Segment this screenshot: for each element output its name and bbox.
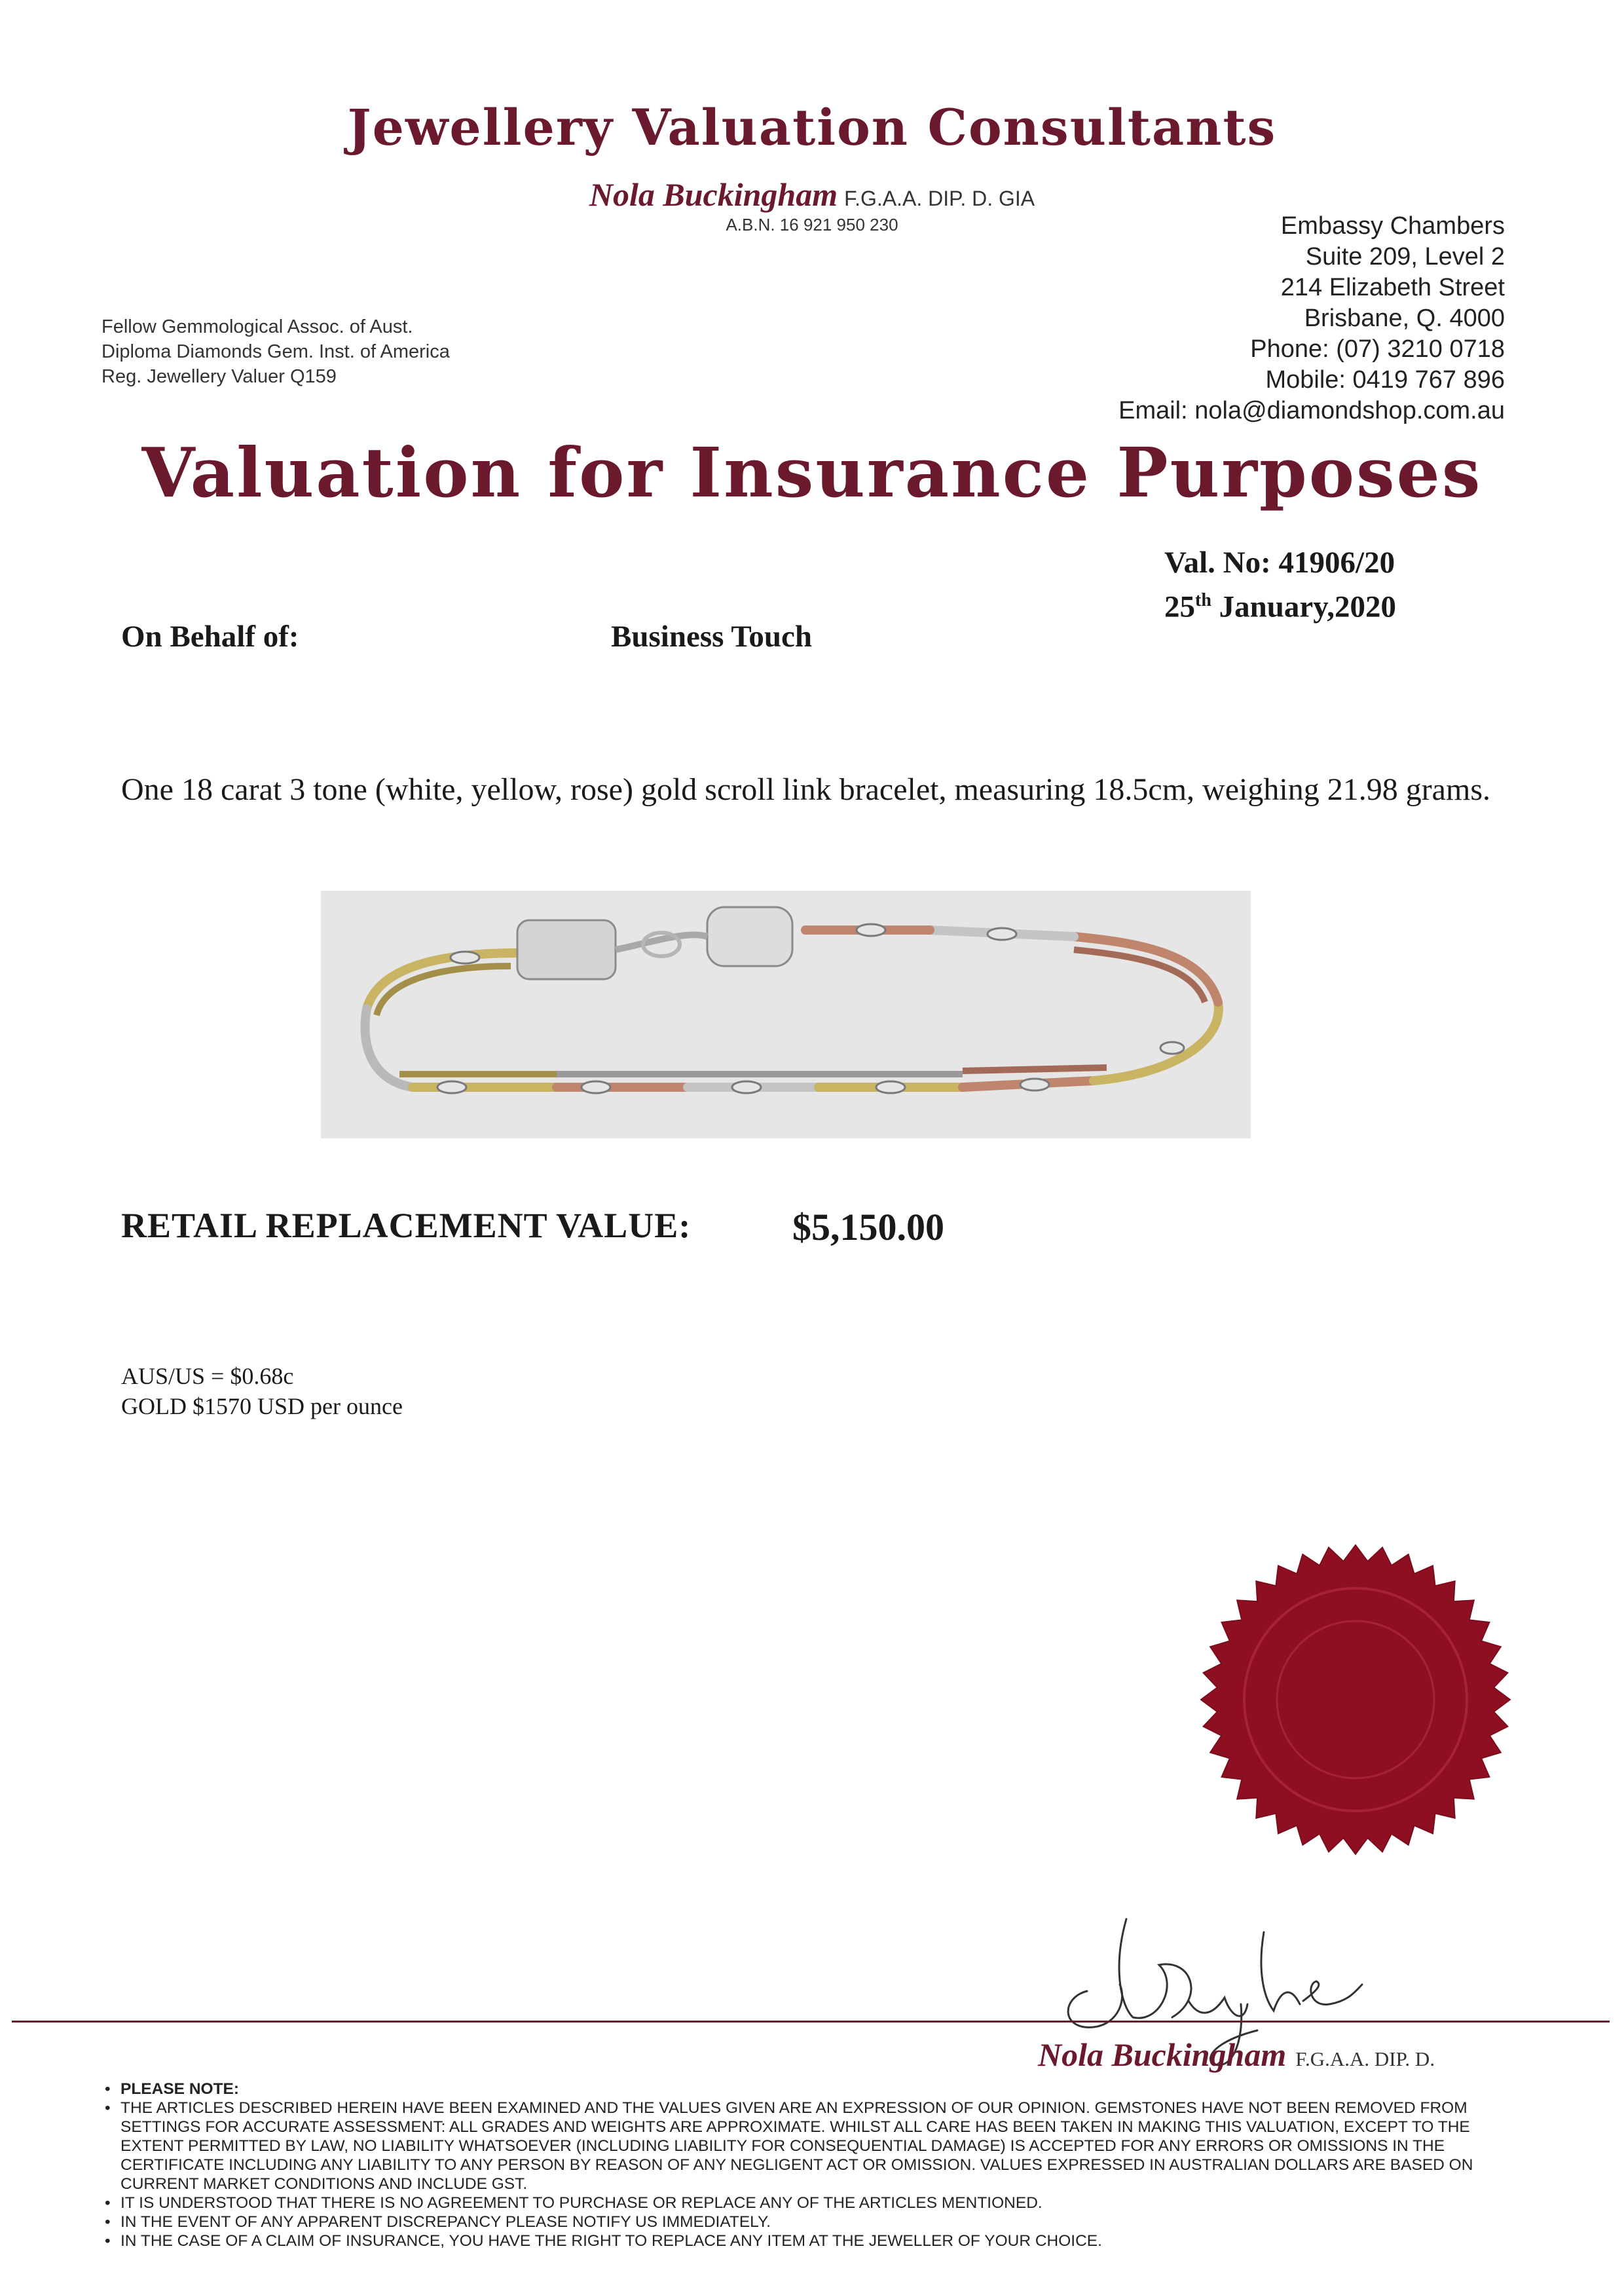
- bracelet-illustration: [321, 891, 1251, 1138]
- note-item: • IN THE EVENT OF ANY APPARENT DISCREPANCY PLEASE NOTIFY US IMMEDIATELY.: [105, 2213, 771, 2231]
- abn-number: A.B.N. 16 921 950 230: [726, 215, 898, 234]
- email-line: Email: nola@diamondshop.com.au: [1118, 397, 1505, 424]
- red-seal-icon: [1198, 1542, 1513, 1857]
- date-day: 25: [1164, 589, 1195, 624]
- mobile-line: Mobile: 0419 767 896: [1265, 366, 1505, 394]
- exchange-rate: AUS/US = $0.68c: [121, 1363, 294, 1389]
- address-line: Suite 209, Level 2: [1305, 243, 1505, 271]
- signatory-credentials: F.G.A.A. DIP. D.: [1295, 2047, 1435, 2070]
- clasp: [517, 907, 792, 979]
- signatory: [1038, 2036, 1435, 2074]
- note-item: • IT IS UNDERSTOOD THAT THERE IS NO AGREEMENT TO PURCHASE OR REPLACE ANY OF THE ARTICLES MENTIONED.: [105, 2194, 1043, 2212]
- retail-replacement-value: $5,150.00: [792, 1206, 944, 1248]
- gold-price: GOLD $1570 USD per ounce: [121, 1393, 403, 1419]
- phone-line: Phone: (07) 3210 0718: [1250, 335, 1505, 363]
- valuation-date: [1164, 582, 1396, 626]
- valuation-number: Val. No: 41906/20: [1164, 546, 1395, 580]
- qualifications-block: [101, 314, 450, 389]
- note-item: • IN THE CASE OF A CLAIM OF INSURANCE, YOU HAVE THE RIGHT TO REPLACE ANY ITEM AT THE JEWELLER OF YOUR CHOICE.: [105, 2232, 1102, 2250]
- qualification-line: Reg. Jewellery Valuer Q159: [101, 366, 337, 387]
- qualification-line: Fellow Gemmological Assoc. of Aust.: [101, 316, 413, 337]
- date-month-year: January,2020: [1211, 589, 1396, 624]
- note-text: IN THE EVENT OF ANY APPARENT DISCREPANCY PLEASE NOTIFY US IMMEDIATELY.: [120, 2213, 771, 2231]
- on-behalf-label: On Behalf of:: [121, 620, 299, 654]
- valuer-name: Nola Buckingham: [589, 176, 838, 213]
- client-name: Business Touch: [611, 620, 812, 654]
- valuer-credentials: F.G.A.A. DIP. D. GIA: [844, 187, 1035, 210]
- date-suffix: th: [1195, 590, 1211, 610]
- qualification-line: Diploma Diamonds Gem. Inst. of America: [101, 341, 450, 362]
- valuation-reference: [1164, 544, 1396, 626]
- signatory-name: Nola Buckingham: [1038, 2036, 1287, 2073]
- address-line: Embassy Chambers: [1280, 212, 1505, 240]
- signature-rule: [12, 2021, 1610, 2023]
- address-line: 214 Elizabeth Street: [1280, 274, 1505, 301]
- terms-notes: [105, 2080, 1526, 2250]
- valuer-line: [0, 176, 1624, 214]
- note-text: PLEASE NOTE:: [120, 2080, 240, 2098]
- company-name: Jewellery Valuation Consultants: [347, 98, 1277, 157]
- retail-replacement-label: RETAIL REPLACEMENT VALUE:: [121, 1206, 692, 1245]
- note-heading: • PLEASE NOTE:: [105, 2080, 240, 2098]
- market-rates: [121, 1361, 403, 1421]
- note-text: IT IS UNDERSTOOD THAT THERE IS NO AGREEMENT TO PURCHASE OR REPLACE ANY OF THE ARTICLES MENTIONED.: [120, 2194, 1043, 2212]
- item-description: One 18 carat 3 tone (white, yellow, rose) gold scroll link bracelet, measuring 18.5cm, weighing 21.98 grams.: [121, 772, 1490, 807]
- note-text: IN THE CASE OF A CLAIM OF INSURANCE, YOU HAVE THE RIGHT TO REPLACE ANY ITEM AT THE JEWELLER OF YOUR CHOICE.: [120, 2232, 1102, 2250]
- document-title: Valuation for Insurance Purposes: [141, 432, 1483, 513]
- bracelet-photo: [321, 891, 1251, 1138]
- address-block: [1118, 211, 1505, 426]
- note-item: • THE ARTICLES DESCRIBED HEREIN HAVE BEEN EXAMINED AND THE VALUES GIVEN ARE AN EXPRESSION OF OUR OPINION. GEMSTONES HAVE NOT BEEN REMOVED FROM SETTINGS FOR ACCURATE ASSESSMENT: ALL GRADES AND WEIGHTS ARE APPROXIMATE. WHILST ALL CARE HAS BEEN TAKEN IN MAKING THIS VALUATION, EXCEPT TO THE EXTENT PERMITTED BY LAW, NO LIABILITY WHATSOEVER (INCLUDING LIABILITY FOR CONSEQUENTIAL DAMAGE) IS ACCEPTED FOR ANY ERRORS OR OMISSIONS IN THE CERTIFICATE INCLUDING ANY LIABILITY TO ANY PERSON BY REASON OF ANY NEGLIGENT ACT OR OMISSION. VALUES EXPRESSED IN AUSTRALIAN DOLLARS ARE BASED ON CURRENT MARKET CONDITIONS AND INCLUDE GST.: [105, 2099, 1473, 2193]
- note-text: THE ARTICLES DESCRIBED HEREIN HAVE BEEN EXAMINED AND THE VALUES GIVEN ARE AN EXPRESSION OF OUR OPINION. GEMSTONES HAVE NOT BEEN REMOVED FROM SETTINGS FOR ACCURATE ASSESSMENT: ALL GRADES AND WEIGHTS ARE APPROXIMATE. WHILST ALL CARE HAS BEEN TAKEN IN MAKING THIS VALUATION, EXCEPT TO THE EXTENT PERMITTED BY LAW, NO LIABILITY WHATSOEVER (INCLUDING LIABILITY FOR CONSEQUENTIAL DAMAGE) IS ACCEPTED FOR ANY ERRORS OR OMISSIONS IN THE CERTIFICATE INCLUDING ANY LIABILITY TO ANY PERSON BY REASON OF ANY NEGLIGENT ACT OR OMISSION. VALUES EXPRESSED IN AUSTRALIAN DOLLARS ARE BASED ON CURRENT MARKET CONDITIONS AND INCLUDE GST.: [120, 2099, 1473, 2193]
- address-line: Brisbane, Q. 4000: [1304, 305, 1505, 332]
